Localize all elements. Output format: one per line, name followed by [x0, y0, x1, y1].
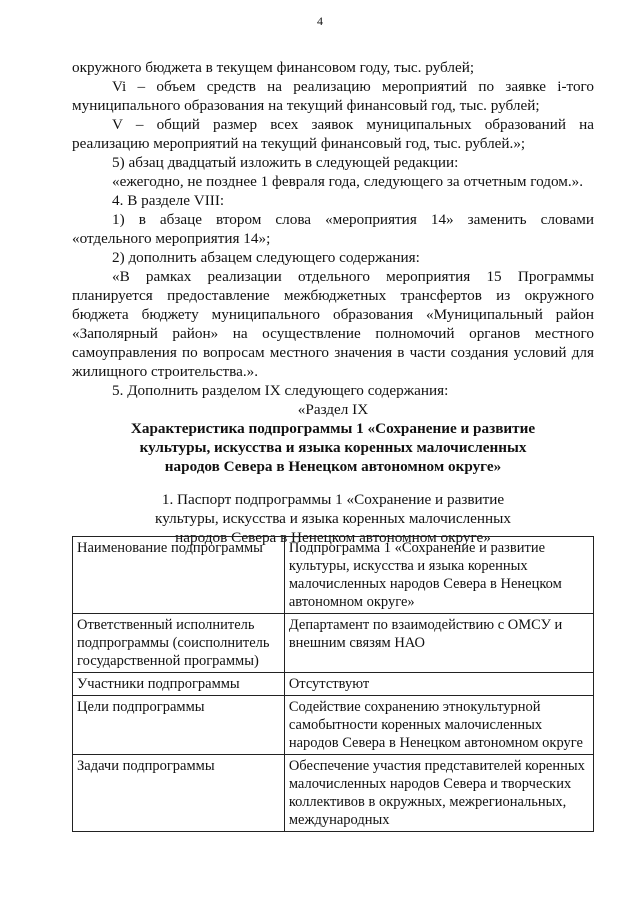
row-value: Департамент по взаимодействию с ОМСУ и внешним связям НАО	[284, 614, 593, 673]
row-label: Наименование подпрограммы	[73, 537, 285, 614]
table-row	[73, 614, 594, 673]
table-row	[73, 755, 594, 832]
paragraph-6: 4. В разделе VIII:	[112, 192, 225, 209]
table-row	[73, 696, 594, 755]
row-label: Участники подпрограммы	[73, 673, 285, 696]
paragraph-9: «В рамках реализации отдельного мероприятия 15 Программы планируется предоставление межбюджетных трансфертов из окружного бюджета бюджету муниципального образования «Муниципальный район «Заполярный район» на осуществление полномочий органов местного самоуправления по вопросам местного значения в части создания условий для жилищного строительства.».	[72, 268, 594, 380]
paragraph-4: 5) абзац двадцатый изложить в следующей редакции:	[112, 154, 459, 171]
passport-title: 1. Паспорт подпрограммы 1 «Сохранение и развитие культуры, искусства и языка коренных малочисленных народов Севера в Ненецком автономном округе»	[155, 491, 511, 546]
paragraph-10: 5. Дополнить разделом IX следующего содержания:	[112, 382, 449, 399]
paragraph-5: «ежегодно, не позднее 1 февраля года, следующего за отчетным годом.».	[112, 173, 584, 190]
paragraph-7: 1) в абзаце втором слова «мероприятия 14» заменить словами «отдельного мероприятия 14»;	[72, 211, 594, 247]
section-title: Характеристика подпрограммы 1 «Сохранение и развитие культуры, искусства и языка коренных малочисленных народов Севера в Ненецком автономном округе»	[130, 420, 536, 475]
paragraph-2: Vi – объем средств на реализацию мероприятий по заявке i-того муниципального образования на текущий финансовый год, тыс. рублей;	[72, 78, 594, 114]
table-row	[73, 537, 594, 614]
row-label: Цели подпрограммы	[73, 696, 285, 755]
row-value: Содействие сохранению этнокультурной самобытности коренных малочисленных народов Севера в Ненецком автономном округе	[284, 696, 593, 755]
passport-table	[72, 536, 594, 832]
row-value: Подпрограмма 1 «Сохранение и развитие культуры, искусства и языка коренных малочисленных народов Севера в Ненецком автономном округе»	[284, 537, 593, 614]
row-label: Ответственный исполнитель подпрограммы (соисполнитель государственной программы)	[73, 614, 285, 673]
paragraph-8: 2) дополнить абзацем следующего содержания:	[112, 249, 420, 266]
table-row	[73, 673, 594, 696]
section-label: «Раздел IX	[297, 401, 369, 418]
row-value: Обеспечение участия представителей коренных малочисленных народов Севера и творческих коллективов в окружных, межрегиональных, международных	[284, 755, 593, 832]
page-number: 4	[317, 14, 323, 28]
row-value: Отсутствуют	[284, 673, 593, 696]
row-label: Задачи подпрограммы	[73, 755, 285, 832]
paragraph-3: V – общий размер всех заявок муниципальных образований на реализацию мероприятий на текущий финансовый год, тыс. рублей.»;	[72, 116, 594, 152]
paragraph-1: окружного бюджета в текущем финансовом году, тыс. рублей;	[72, 59, 475, 76]
document-body	[72, 58, 594, 547]
